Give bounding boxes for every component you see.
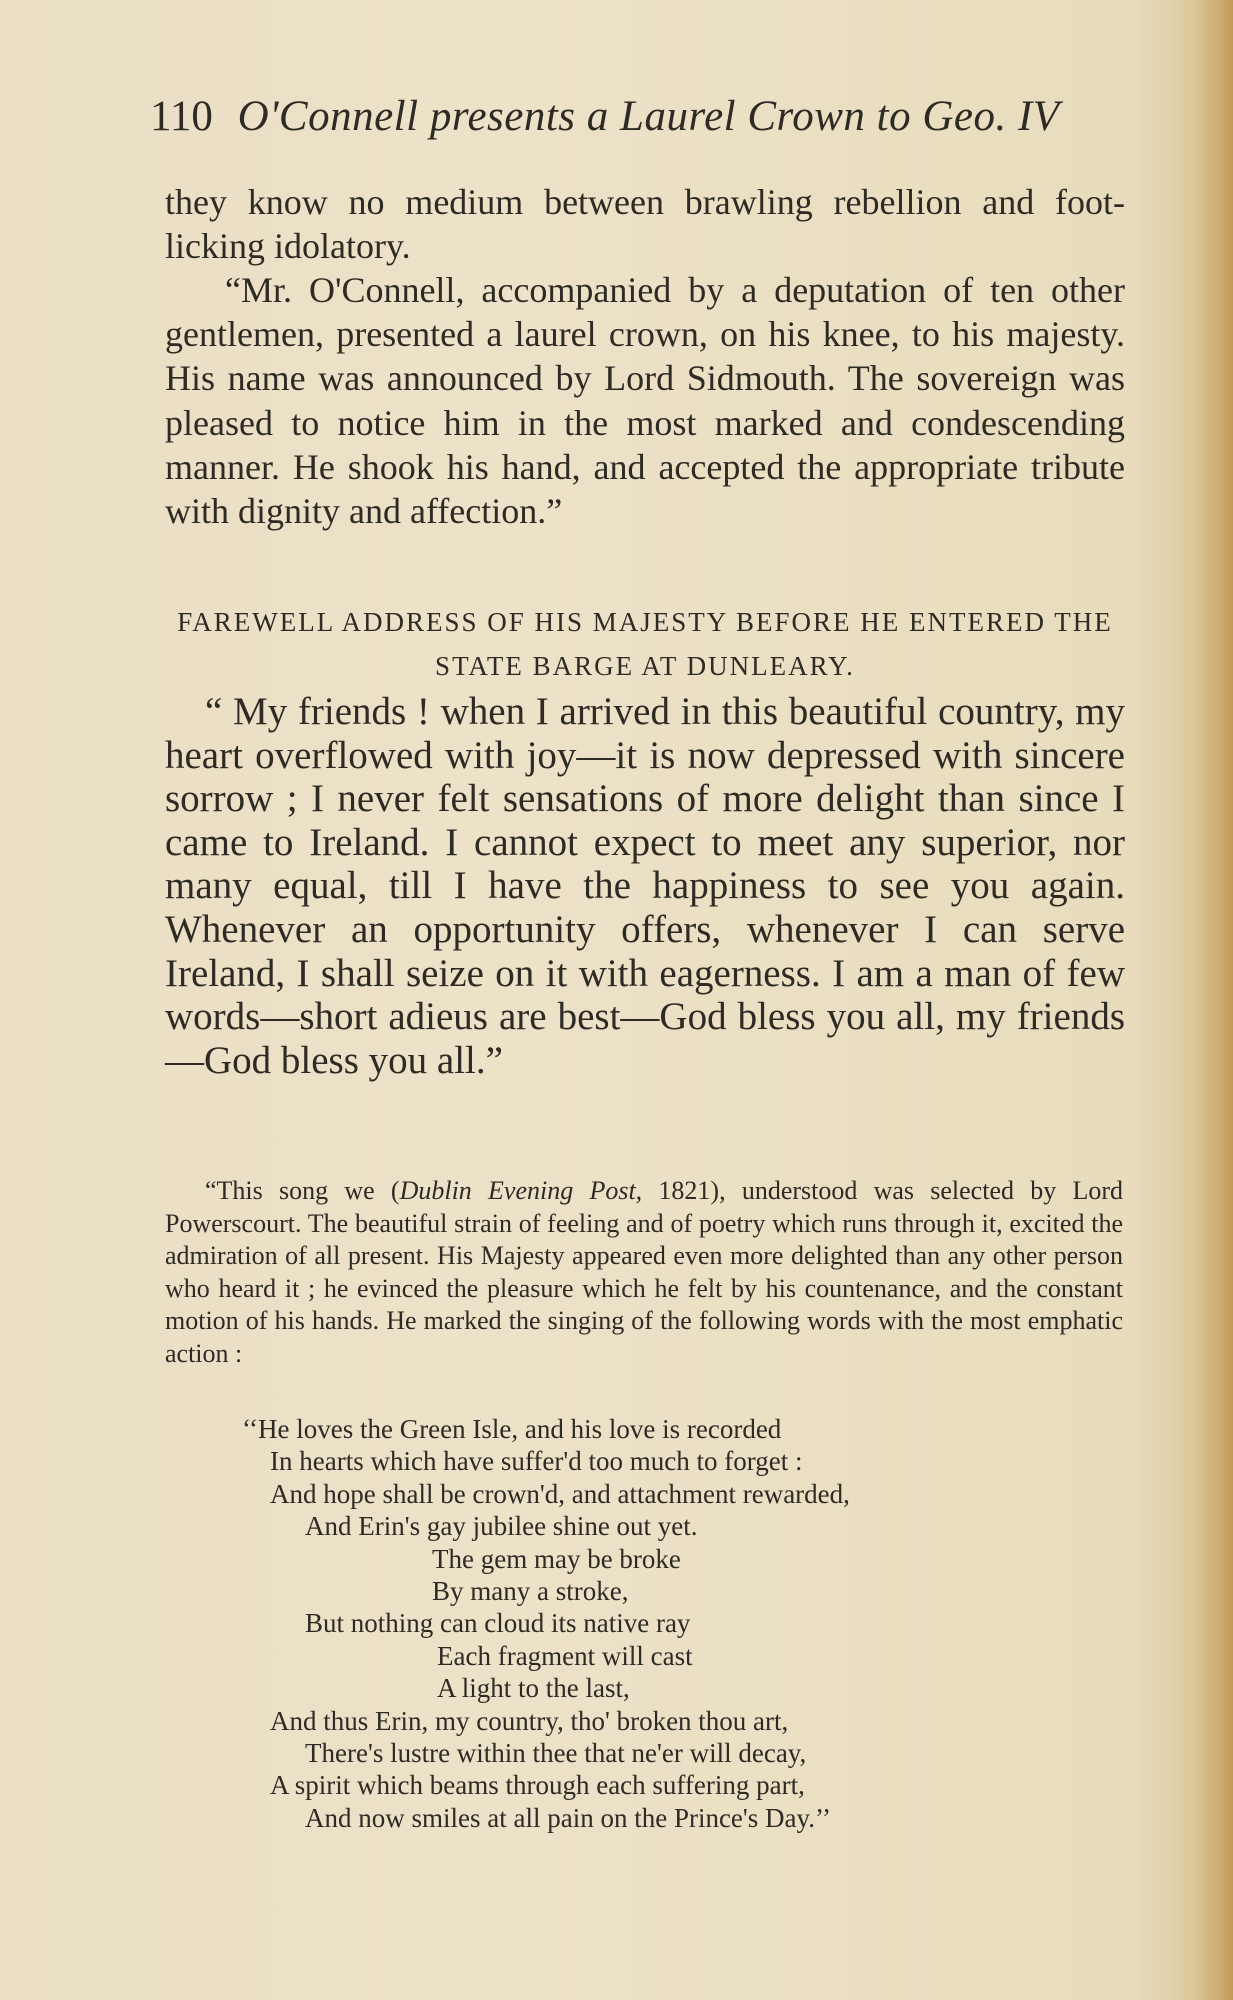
page-number: 110 <box>150 93 213 140</box>
poem-line: By many a stroke, <box>432 1575 629 1606</box>
poem-line: And thus Erin, my country, tho' broken thou art, <box>270 1705 789 1736</box>
poem-line: The gem may be broke <box>432 1543 681 1574</box>
poem-line: And hope shall be crown'd, and attachment rewarded, <box>270 1478 850 1509</box>
poem-line: There's lustre within thee that ne'er will decay, <box>305 1737 807 1768</box>
song-note-before: “This song we ( <box>205 1176 400 1205</box>
running-header <box>150 92 1140 152</box>
running-title: O'Connell presents a Laurel Crown to Geo. IV <box>237 93 1060 140</box>
poem-line: A light to the last, <box>437 1673 630 1704</box>
song-note <box>165 1175 1123 1370</box>
poem-line: ‘‘He loves the Green Isle, and his love is recorded <box>242 1414 782 1444</box>
poem-line: A spirit which beams through each suffering part, <box>270 1770 805 1801</box>
poem-line: And Erin's gay jubilee shine out yet. <box>305 1511 698 1542</box>
paragraph-2-text: “Mr. O'Connell, accompanied by a deputation of ten other gentlemen, presented a laurel crown, on his knee, to his majesty. His name was announced by Lord Sidmouth. The sovereign was pleased to notice him in the most marked and condescending manner. He shook his hand, and accepted the appropriate tribute with dignity and affection.” <box>165 270 1125 532</box>
poem-line: In hearts which have suffer'd too much to forget : <box>270 1446 803 1477</box>
poem-line: Each fragment will cast <box>437 1640 693 1671</box>
paragraph-1-text: they know no medium between brawling rebellion and foot-licking idolatory. <box>165 182 1125 267</box>
section-heading: FAREWELL ADDRESS OF HIS MAJESTY BEFORE HE ENTERED THE STATE BARGE AT DUNLEARY. <box>177 607 1113 681</box>
song-note-after: 1821), understood was selected by Lord Powerscourt. The beautiful strain of feeling and of poetry which runs through it, excited the admiration of all present. His Majesty appeared even more delighted than any other person who heard it ; he evinced the pleasure which he felt by his countenance, and the constant motion of his hands. He marked the singing of the following words with the most emphatic action : <box>165 1176 1124 1368</box>
paragraph-laurel-crown <box>165 268 1125 533</box>
poem <box>165 1413 1125 1834</box>
song-note-source: Dublin Evening Post, <box>399 1176 643 1205</box>
paragraph-continuation <box>165 180 1125 268</box>
farewell-speech: “ My friends ! when I arrived in this beautiful country, my heart overflowed with joy—it is now depressed with sincere sorrow ; I never felt sensations of more delight than since I came to Ireland. I cannot expect to meet any superior, nor many equal, till I have the happiness to see you again. Whenever an opportunity offers, whenever I can serve Ireland, I shall seize on it with eagerness. I am a man of few words—short adieus are best—God bless you all, my friends—God bless you all.” <box>165 690 1125 1082</box>
poem-line: But nothing can cloud its native ray <box>305 1608 691 1639</box>
poem-line: And now smiles at all pain on the Prince's Day.’’ <box>305 1802 831 1833</box>
page-edge-shadow <box>1193 0 1233 2000</box>
